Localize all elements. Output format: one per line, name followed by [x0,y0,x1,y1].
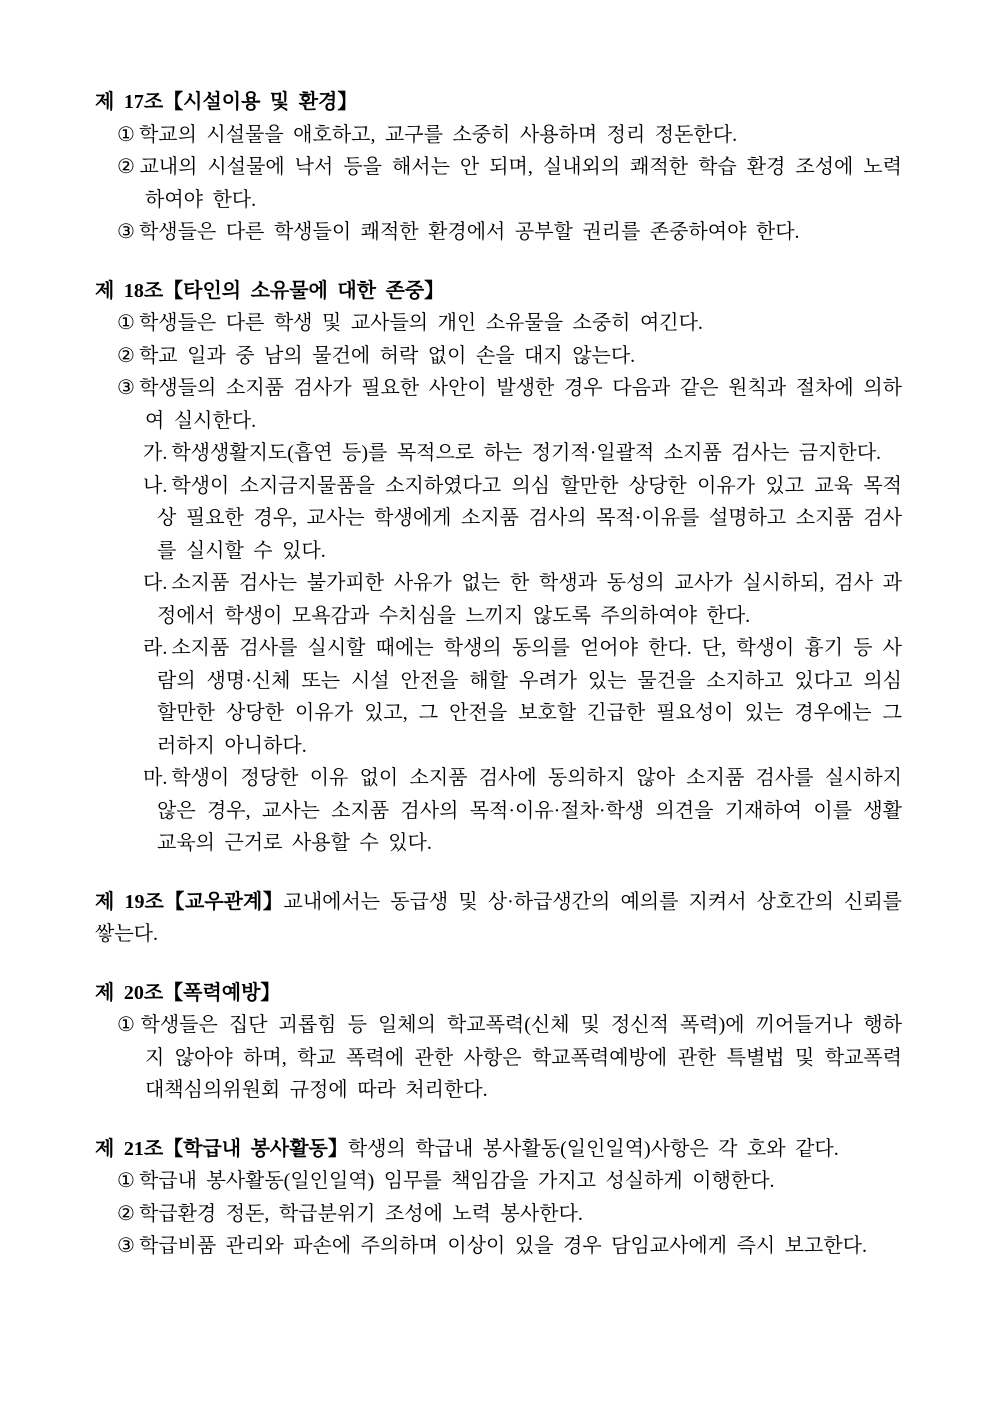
item-marker: ① [117,1014,137,1036]
sub-item [143,470,902,568]
item-text: 학생들의 소지품 검사가 필요한 사안이 발생한 경우 다음과 같은 원칙과 절차에 의하여 실시한다. [139,377,902,432]
item-text: 학생들은 다른 학생들이 쾌적한 환경에서 공부할 권리를 존중하여야 한다. [138,221,800,243]
numbered-item [117,307,902,340]
article [95,977,902,1107]
numbered-item [117,216,902,249]
item-text: 소지품 검사를 실시할 때에는 학생의 동의를 얻어야 한다. 단, 학생이 흉기 등 사람의 생명·신체 또는 시설 안전을 해할 우려가 있는 물건을 소지하고 있다고 의심할만한 상당한 이유가 있고, 그 안전을 보호할 긴급한 필요성이 있는 경우에는 그러하지 아니하다. [157,637,902,757]
item-marker: 마. [143,767,168,789]
item-text: 학교 일과 중 남의 물건에 허락 없이 손을 대지 않는다. [138,344,636,367]
item-marker: ③ [117,377,136,399]
item-text: 학교의 시설물을 애호하고, 교구를 소중히 사용하며 정리 정돈한다. [138,123,738,146]
item-text: 학급비품 관리와 파손에 주의하며 이상이 있을 경우 담임교사에게 즉시 보고한다. [138,1235,867,1257]
item-marker: ① [117,1170,135,1192]
numbered-item [117,151,902,216]
item-text: 학생들은 집단 괴롭힘 등 일체의 학교폭력(신체 및 정신적 폭력)에 끼어들거나 행하지 않아야 하며, 학교 폭력에 관한 사항은 학교폭력예방에 관한 특별법 및 학교폭력대책심의위원회 규정에 따라 처리한다. [140,1014,902,1101]
sub-item [143,632,902,762]
sub-item [143,567,902,632]
sub-item [143,437,902,470]
article-heading-line [95,86,902,119]
article-heading-line [95,1133,902,1166]
numbered-item [117,1198,902,1231]
article [95,886,902,951]
item-text: 학생이 정당한 이유 없이 소지품 검사에 동의하지 않아 소지품 검사를 실시하지 않은 경우, 교사는 소지품 검사의 목적·이유·절차·학생 의견을 기재하여 이를 생활교육의 근거로 사용할 수 있다. [157,767,902,854]
numbered-item [117,372,902,437]
article [95,1133,902,1263]
article-heading: 제 19조【교우관계】 [95,890,284,913]
article-heading: 제 20조【폭력예방】 [95,981,281,1004]
article-heading-line [95,886,902,951]
numbered-item [117,1165,902,1198]
item-marker: ① [117,123,135,146]
article-heading: 제 17조【시설이용 및 환경】 [95,91,358,113]
item-marker: ② [117,156,136,178]
articles-container [95,86,902,1263]
article [95,86,902,249]
numbered-item [117,340,902,373]
article-inline-text: 교내에서는 동급생 및 상·하급생간의 예의를 지켜서 상호간의 신뢰를 쌓는다. [95,890,902,945]
item-text: 소지품 검사는 불가피한 사유가 없는 한 학생과 동성의 교사가 실시하되, 검사 과정에서 학생이 모욕감과 수치심을 느끼지 않도록 주의하여야 한다. [157,572,902,627]
item-text: 학생생활지도(흡연 등)를 목적으로 하는 정기적·일괄적 소지품 검사는 금지한다. [171,442,882,464]
item-marker: ② [117,344,135,367]
article [95,275,902,860]
item-marker: 가. [143,442,168,464]
item-marker: ① [117,312,135,334]
numbered-item [117,1009,902,1107]
numbered-item [117,1230,902,1263]
article-heading-line [95,275,902,308]
article-inline-text: 학생의 학급내 봉사활동(일인일역)사항은 각 호와 같다. [347,1137,839,1160]
item-text: 교내의 시설물에 낙서 등을 해서는 안 되며, 실내외의 쾌적한 학습 환경 조성에 노력하여야 한다. [139,156,902,211]
item-text: 학생이 소지금지물품을 소지하였다고 의심 할만한 상당한 이유가 있고 교육 목적상 필요한 경우, 교사는 학생에게 소지품 검사의 목적·이유를 설명하고 소지품 검사를 실시할 수 있다. [157,474,902,562]
item-marker: 라. [143,637,168,659]
item-marker: 다. [143,572,168,594]
item-text: 학급내 봉사활동(일인일역) 임무를 책임감을 가지고 성실하게 이행한다. [138,1170,775,1192]
item-marker: ③ [117,1235,135,1257]
numbered-item [117,119,902,152]
item-text: 학생들은 다른 학생 및 교사들의 개인 소유물을 소중히 여긴다. [138,312,703,334]
article-heading-line [95,977,902,1010]
article-heading: 제 18조【타인의 소유물에 대한 존중】 [95,279,445,302]
item-marker: ③ [117,221,135,243]
article-heading: 제 21조【학급내 봉사활동】 [95,1137,348,1160]
sub-item [143,762,902,860]
item-marker: 나. [143,474,168,497]
item-text: 학급환경 정돈, 학급분위기 조성에 노력 봉사한다. [138,1202,583,1225]
item-marker: ② [117,1202,135,1225]
